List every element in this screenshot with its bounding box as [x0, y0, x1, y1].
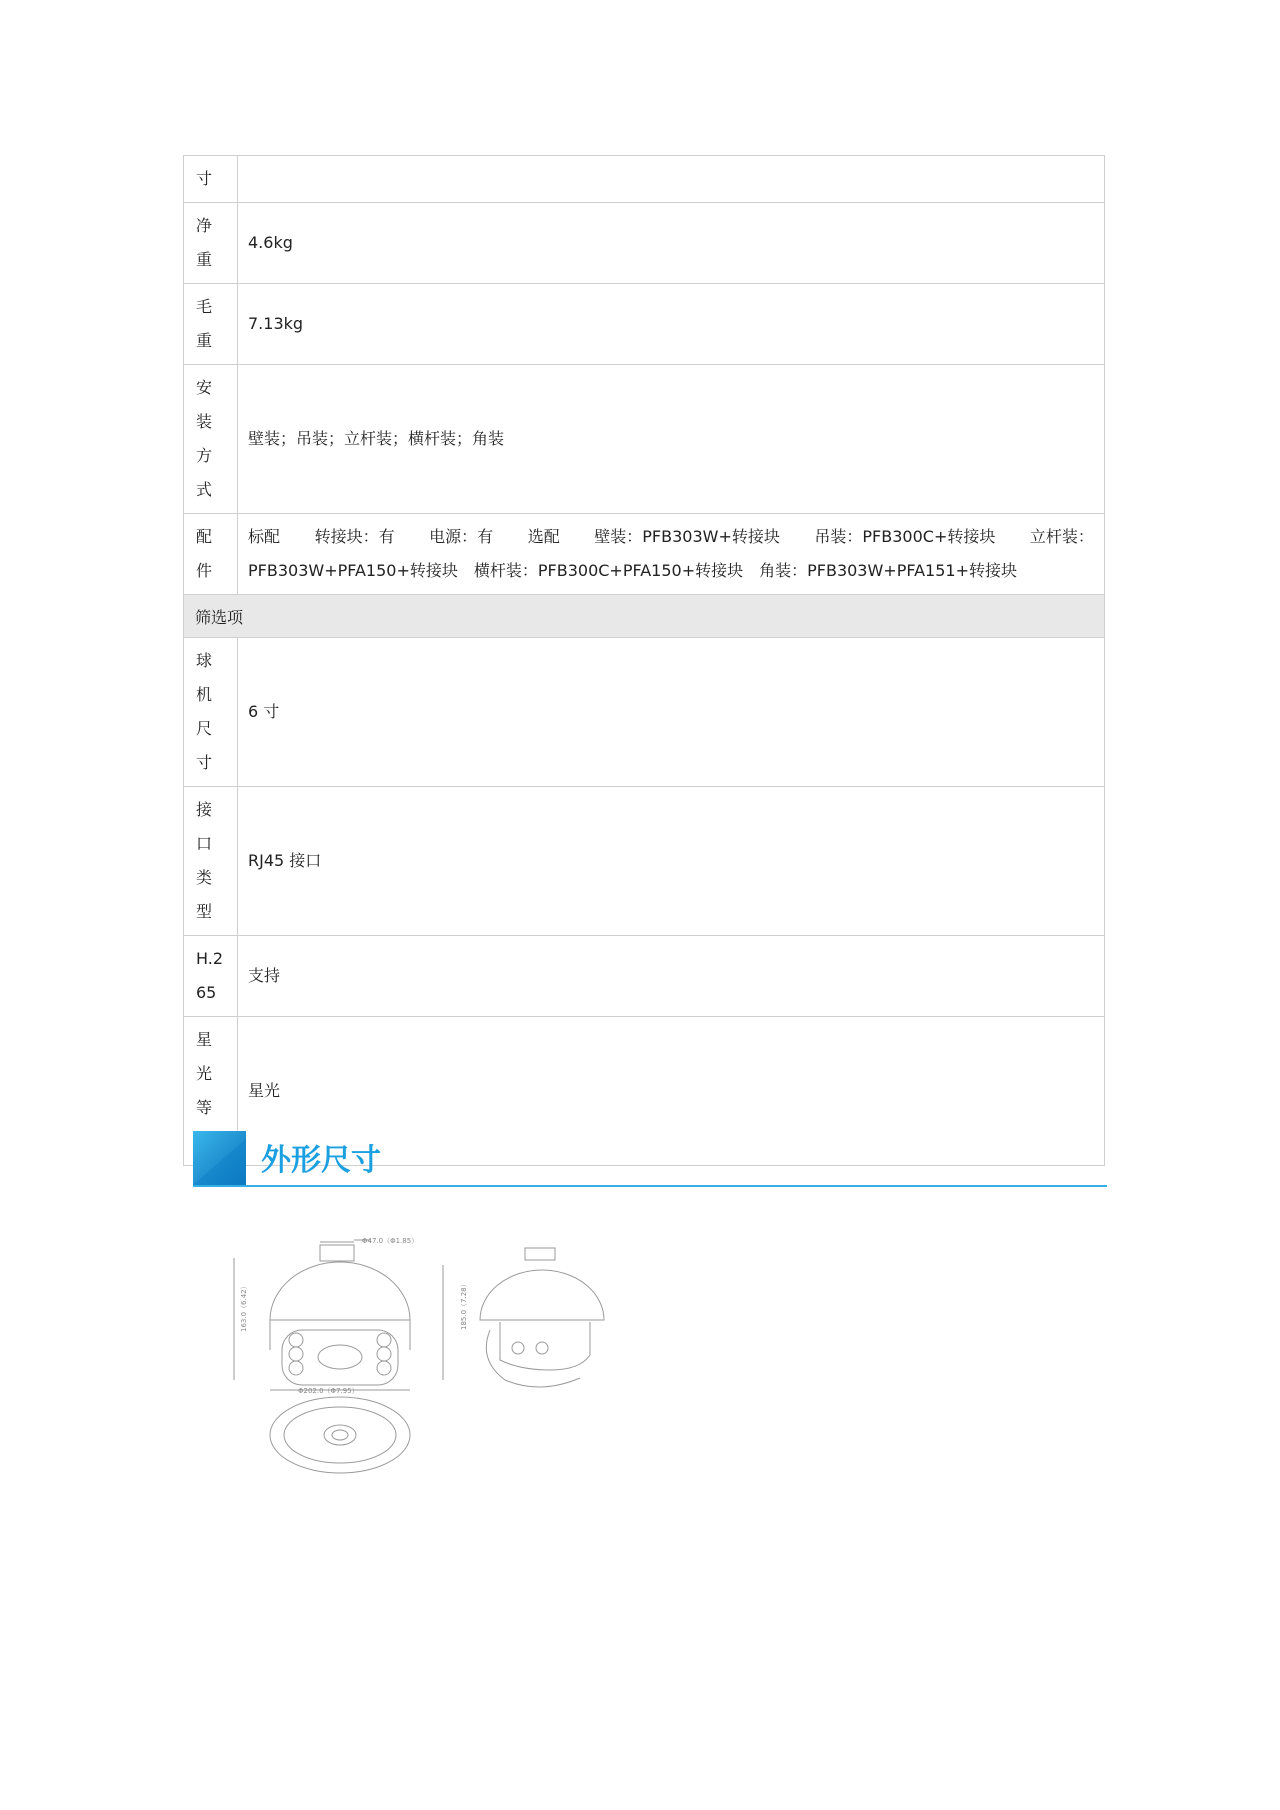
- dim-top-label: Φ47.0（Φ1.85）: [362, 1237, 419, 1245]
- row-label: [184, 638, 238, 787]
- heading-square-icon: [193, 1131, 246, 1185]
- accessories-line-2: [248, 554, 1094, 588]
- table-row: [184, 365, 1105, 514]
- label-char: 安: [196, 378, 213, 397]
- row-label: [184, 203, 238, 284]
- acc-item: 立杆装：: [1029, 527, 1094, 546]
- dim-left-label: 163.0（6.42）: [240, 1282, 248, 1332]
- row-value: [238, 787, 1105, 936]
- dim-right-label: 185.0（7.28）: [460, 1280, 468, 1330]
- label-char: 光: [196, 1064, 213, 1083]
- label-char: 毛: [196, 297, 213, 316]
- row-label: [184, 365, 238, 514]
- label-char: 型: [196, 902, 213, 921]
- label-char: 星: [196, 1030, 213, 1049]
- section-row: [184, 595, 1105, 638]
- label-char: 球: [196, 651, 213, 670]
- row-label: [184, 936, 238, 1017]
- table-row: [184, 936, 1105, 1017]
- dim-bottom-label: Φ202.0（Φ7.95）: [298, 1387, 359, 1395]
- label-char: 类: [196, 868, 213, 887]
- label-char: 机: [196, 685, 213, 704]
- label-char: 寸: [196, 753, 213, 772]
- acc-item: 壁装：PFB303W+转接块: [594, 527, 780, 546]
- dimension-drawing: [220, 1230, 640, 1480]
- top-view-drawing: [270, 1397, 410, 1473]
- accessories-value: [238, 514, 1105, 595]
- table-row: [184, 203, 1105, 284]
- label-char: 口: [196, 834, 213, 853]
- row-value: [238, 638, 1105, 787]
- front-view-drawing: [234, 1237, 468, 1395]
- row-value: [238, 284, 1105, 365]
- row-value: [238, 203, 1105, 284]
- table-row: [184, 156, 1105, 203]
- spec-table: [183, 155, 1105, 1166]
- value-text: 支持: [248, 966, 281, 985]
- label-char: H.2: [196, 949, 224, 968]
- acc-item: 选配: [527, 527, 560, 546]
- acc-item: 横杆装：PFB300C+PFA150+转接块: [473, 561, 744, 580]
- label-char: 尺: [196, 719, 213, 738]
- table-row: [184, 638, 1105, 787]
- table-row: [184, 514, 1105, 595]
- row-value: [238, 936, 1105, 1017]
- value-text: RJ45 接口: [248, 851, 322, 870]
- label-char: 式: [196, 480, 213, 499]
- value-text: 星光: [248, 1081, 281, 1100]
- side-view-drawing: [480, 1248, 604, 1387]
- heading-title: 外形尺寸: [261, 1143, 381, 1178]
- acc-item: 转接块：有: [314, 527, 395, 546]
- label-char: 重: [196, 331, 213, 350]
- label-char: 配: [196, 527, 213, 546]
- row-label: [184, 284, 238, 365]
- label-char: 件: [196, 561, 213, 580]
- row-value: [238, 365, 1105, 514]
- acc-item: 吊装：PFB300C+转接块: [814, 527, 996, 546]
- label-char: 装: [196, 412, 213, 431]
- label-char: 方: [196, 446, 213, 465]
- acc-item: 角装：PFB303W+PFA151+转接块: [759, 561, 1017, 580]
- label-char: 等: [196, 1098, 213, 1117]
- table-row: [184, 284, 1105, 365]
- value-text: 4.6kg: [248, 233, 293, 252]
- label-char: 重: [196, 250, 213, 269]
- acc-item: 标配: [248, 527, 281, 546]
- row-label: [184, 787, 238, 936]
- value-text: 7.13kg: [248, 314, 304, 333]
- row-value: [238, 156, 1105, 203]
- acc-item: 电源：有: [429, 527, 494, 546]
- row-label: [184, 156, 238, 203]
- row-label: [184, 514, 238, 595]
- table-row: [184, 787, 1105, 936]
- heading-rule: [193, 1185, 1107, 1187]
- section-title: 筛选项: [184, 595, 1105, 638]
- label-char: 寸: [196, 169, 213, 188]
- section-heading: [193, 1131, 1107, 1187]
- accessories-line-1: [248, 520, 1094, 554]
- label-char: 65: [196, 983, 217, 1002]
- value-text: 壁装；吊装；立杆装；横杆装；角装: [248, 429, 505, 448]
- label-char: 接: [196, 800, 213, 819]
- label-char: 净: [196, 216, 213, 235]
- acc-item: PFB303W+PFA150+转接块: [248, 561, 458, 580]
- value-text: 6 寸: [248, 702, 280, 721]
